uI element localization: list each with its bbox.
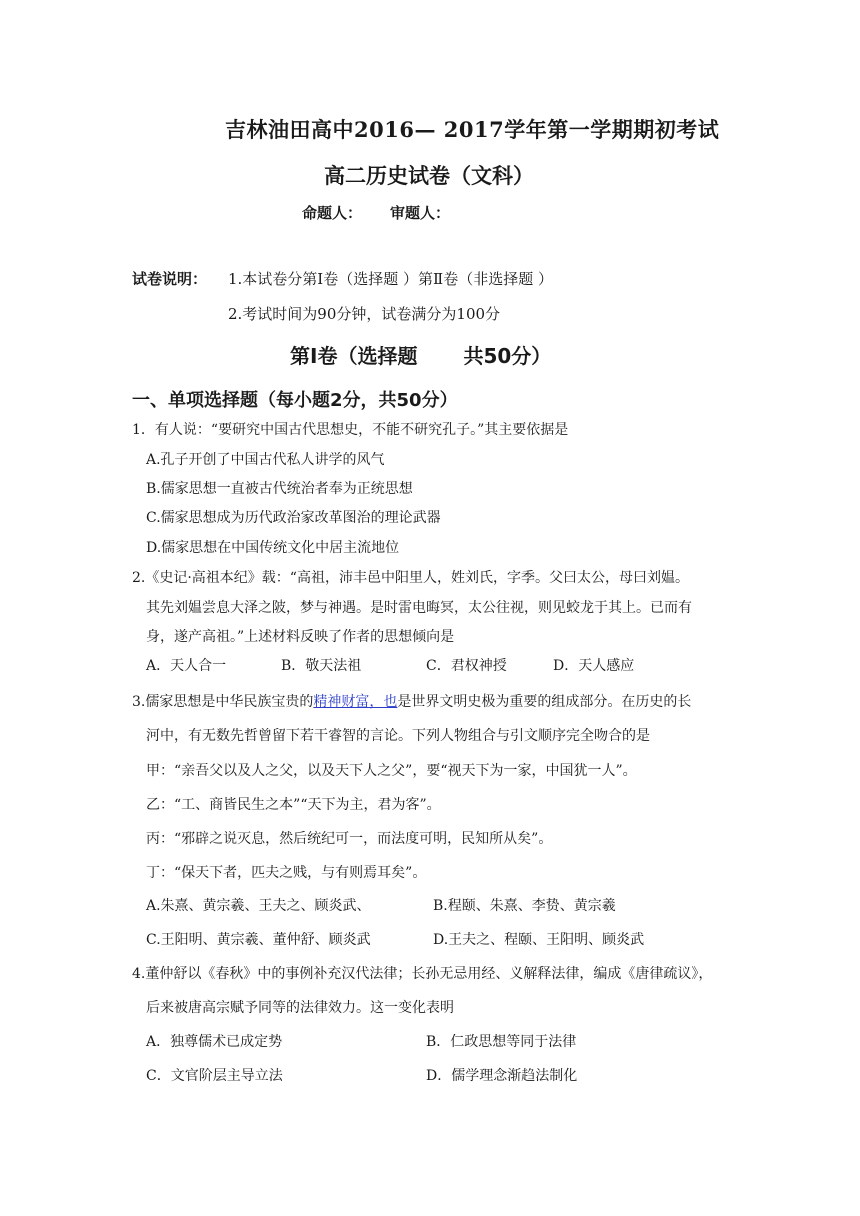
question-3-line-1-pre: 3.儒家思想是中华民族宝贵的 xyxy=(132,694,314,710)
question-2-option-a: A．天人合一 xyxy=(146,658,227,674)
question-3-line-1 xyxy=(132,692,691,712)
question-3-quote-bing: 丙：“邪辟之说灭息，然后统纪可一，而法度可明，民知所从矣”。 xyxy=(146,831,553,847)
instructions-line-1: 1.本试卷分第Ⅰ卷（选择题 ）第Ⅱ卷（非选择题 ） xyxy=(228,270,553,288)
question-4-option-d: D．儒学理念渐趋法制化 xyxy=(426,1068,578,1084)
question-1-option-c: C.儒家思想成为历代政治家改革图治的理论武器 xyxy=(146,510,441,526)
question-3-line-1-post: 是世界文明史极为重要的组成部分。在历史的长 xyxy=(397,694,692,710)
part-one-title-left: 第Ⅰ卷（选择题 xyxy=(290,344,418,368)
question-2-option-c: C．君权神授 xyxy=(426,658,507,674)
question-4-line-2: 后来被唐高宗赋予同等的法律效力。这一变化表明 xyxy=(146,1000,454,1016)
instructions-line-2: 2.考试时间为90分钟，试卷满分为100分 xyxy=(228,305,501,323)
question-3-quote-yi: 乙：“工、商皆民生之本”“天下为主，君为客”。 xyxy=(146,797,441,813)
instructions-label: 试卷说明： xyxy=(132,270,208,288)
question-4-option-c: C．文官阶层主导立法 xyxy=(146,1068,283,1084)
question-1-stem: 1．有人说：“要研究中国古代思想史，不能不研究孔子。”其主要依据是 xyxy=(132,422,569,438)
question-2-line-3: 身，遂产高祖。”上述材料反映了作者的思想倾向是 xyxy=(146,629,455,645)
question-3-option-d: D.王夫之、程颐、王阳明、顾炎武 xyxy=(433,932,645,948)
author-label: 命题人： xyxy=(302,204,363,222)
author-line xyxy=(302,202,450,223)
part-one-title xyxy=(290,340,551,369)
exam-title: 吉林油田高中2016— 2017学年第一学期期初考试 xyxy=(225,117,720,142)
question-2-option-d: D．天人感应 xyxy=(553,658,635,674)
rich-heritage-link[interactable]: 精神财富，也 xyxy=(313,694,398,710)
question-3-quote-ding: 丁：“保天下者，匹夫之贱，与有则焉耳矣”。 xyxy=(146,865,427,881)
question-1-option-b: B.儒家思想一直被古代统治者奉为正统思想 xyxy=(146,481,413,497)
reviewer-label: 审题人： xyxy=(390,204,451,222)
question-3-quote-jia: 甲：“亲吾父以及人之父，以及天下人之父”，要“视天下为一家，中国犹一人”。 xyxy=(146,763,637,779)
question-2-line-2: 其先刘媪尝息大泽之陂，梦与神遇。是时雷电晦冥，太公往视，则见蛟龙于其上。已而有 xyxy=(146,600,692,616)
section-one-title: 一、单项选择题（每小题2分，共50分） xyxy=(132,390,458,411)
question-3-option-b: B.程颐、朱熹、李贽、黄宗羲 xyxy=(433,898,616,914)
question-4-option-a: A．独尊儒术已成定势 xyxy=(146,1034,283,1050)
part-one-title-right: 共50分） xyxy=(463,344,552,368)
question-2-line-1: 2.《史记·高祖本纪》载：“高祖，沛丰邑中阳里人，姓刘氏，字季。父曰太公，母曰刘媪。 xyxy=(132,570,689,586)
question-4-option-b: B．仁政思想等同于法律 xyxy=(426,1034,577,1050)
question-4-line-1: 4.董仲舒以《春秋》中的事例补充汉代法律；长孙无忌用经、义解释法律，编成《唐律疏议》， xyxy=(132,966,713,982)
question-2-option-b: B．敬天法祖 xyxy=(281,658,362,674)
question-1-option-d: D.儒家思想在中国传统文化中居主流地位 xyxy=(146,540,400,556)
question-3-option-c: C.王阳明、黄宗羲、董仲舒、顾炎武 xyxy=(146,932,371,948)
question-3-line-2: 河中，有无数先哲曾留下若干睿智的言论。下列人物组合与引文顺序完全吻合的是 xyxy=(146,728,650,744)
question-1-option-a: A.孔子开创了中国古代私人讲学的风气 xyxy=(146,452,385,468)
exam-subtitle: 高二历史试卷（文科） xyxy=(324,163,534,188)
question-3-option-a: A.朱熹、黄宗羲、王夫之、顾炎武、 xyxy=(146,898,371,914)
